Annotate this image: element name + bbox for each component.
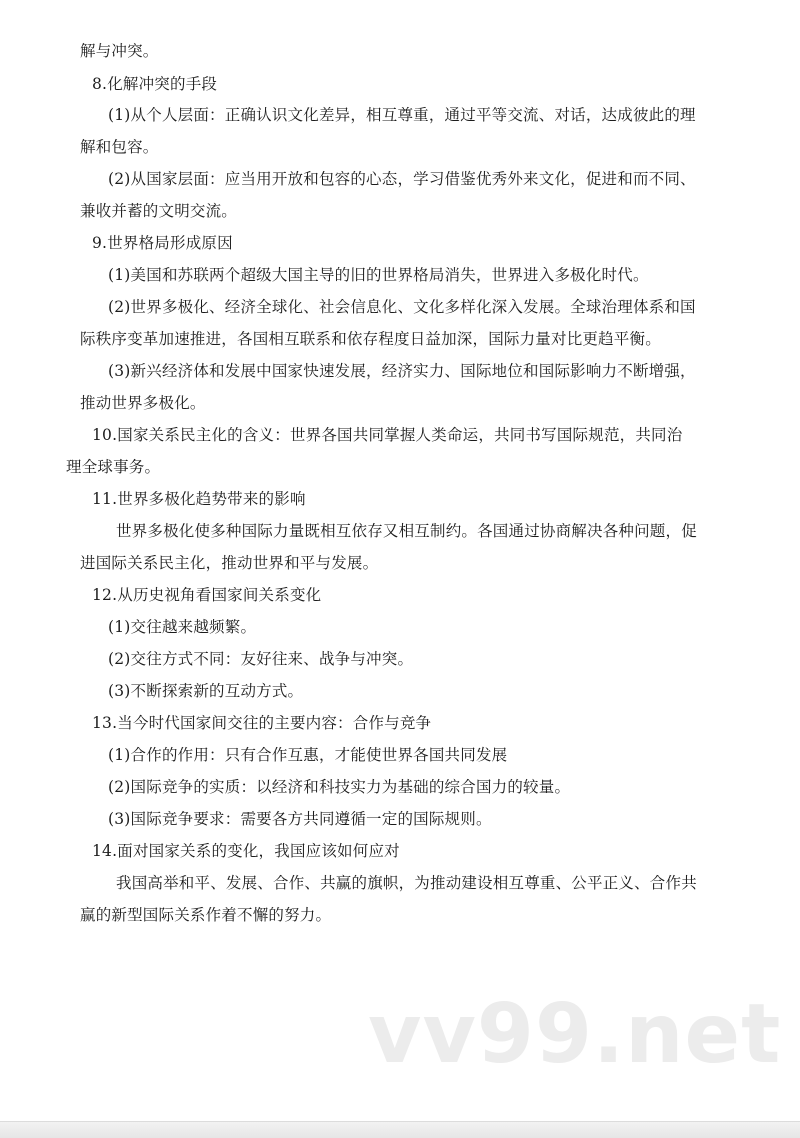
section-heading: 8.化解冲突的手段: [92, 75, 218, 93]
text-line: (3)不断探索新的互动方式。: [108, 682, 304, 700]
text-line: 兼收并蓄的文明交流。: [80, 202, 238, 220]
text-line: (2)交往方式不同：友好往来、战争与冲突。: [108, 650, 414, 668]
text-line: 我国高举和平、发展、合作、共赢的旗帜，为推动建设相互尊重、公平正义、合作共: [116, 874, 697, 892]
page-bottom-edge: [0, 1121, 800, 1138]
text-line: 解与冲突。: [80, 42, 159, 60]
section-heading: 13.当今时代国家间交往的主要内容：合作与竞争: [92, 714, 432, 732]
text-line: 推动世界多极化。: [80, 394, 206, 412]
text-line: (2)世界多极化、经济全球化、社会信息化、文化多样化深入发展。全球治理体系和国: [108, 298, 696, 316]
watermark: vv99.net: [368, 987, 782, 1082]
section-heading: 14.面对国家关系的变化，我国应该如何应对: [92, 842, 400, 860]
text-line: (2)国际竞争的实质：以经济和科技实力为基础的综合国力的较量。: [108, 778, 571, 796]
text-line: (1)美国和苏联两个超级大国主导的旧的世界格局消失，世界进入多极化时代。: [108, 266, 649, 284]
text-line: (1)合作的作用：只有合作互惠，才能使世界各国共同发展: [108, 746, 508, 764]
text-line: 际秩序变革加速推进，各国相互联系和依存程度日益加深，国际力量对比更趋平衡。: [80, 330, 661, 348]
section-heading: 9.世界格局形成原因: [92, 234, 233, 252]
text-line: 世界多极化使多种国际力量既相互依存又相互制约。各国通过协商解决各种问题，促: [116, 522, 697, 540]
section-heading: 10.国家关系民主化的含义：世界各国共同掌握人类命运，共同书写国际规范，共同治: [92, 426, 683, 444]
text-line: (1)从个人层面：正确认识文化差异，相互尊重，通过平等交流、对话，达成彼此的理: [108, 106, 696, 124]
text-line: 解和包容。: [80, 138, 159, 156]
text-line: 赢的新型国际关系作着不懈的努力。: [80, 906, 332, 924]
text-line: 理全球事务。: [66, 458, 161, 476]
text-line: (2)从国家层面：应当用开放和包容的心态，学习借鉴优秀外来文化，促进和而不同、: [108, 170, 696, 188]
text-line: 进国际关系民主化，推动世界和平与发展。: [80, 554, 379, 572]
text-line: (3)国际竞争要求：需要各方共同遵循一定的国际规则。: [108, 810, 492, 828]
text-line: (3)新兴经济体和发展中国家快速发展，经济实力、国际地位和国际影响力不断增强，: [108, 362, 696, 380]
text-line: (1)交往越来越频繁。: [108, 618, 257, 636]
section-heading: 12.从历史视角看国家间关系变化: [92, 586, 322, 604]
section-heading: 11.世界多极化趋势带来的影响: [92, 490, 306, 508]
